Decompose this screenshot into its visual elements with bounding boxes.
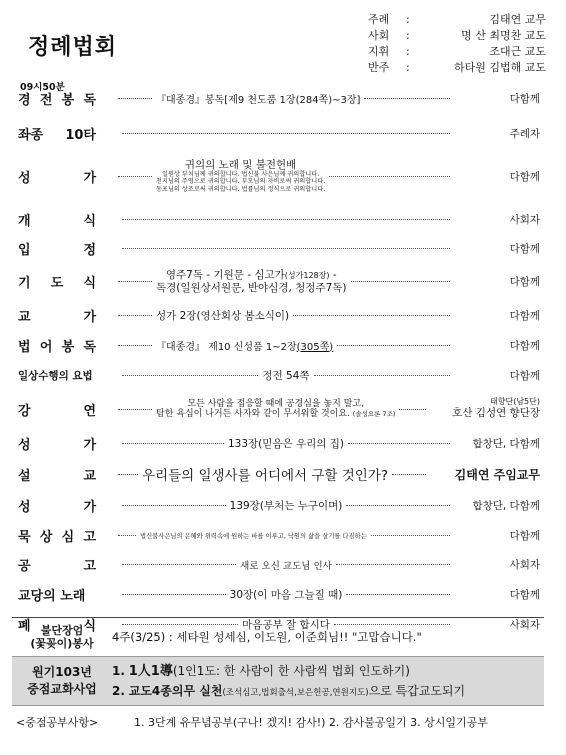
role-title: 주례 [368, 13, 390, 26]
altar-service-label: 불단장엄 (꽃꽂이)봉사 [30, 623, 94, 650]
leader-dots [122, 505, 226, 506]
order-label: 기 도 식 [18, 276, 96, 291]
order-row-stand [18, 234, 540, 263]
order-performer: 합창단, 다함께 [472, 437, 540, 450]
order-label: 성 가 [18, 499, 96, 515]
order-performer: 주례자 [509, 127, 540, 140]
study-points-text: 1. 3단계 유무념공부(구나! 겠지! 감사!) 2. 감사불공일기 3. 상시일기공부 [134, 716, 488, 729]
leader-dots [392, 474, 426, 475]
leader-dots [336, 564, 450, 565]
order-label: 법 어 봉 독 [18, 339, 96, 355]
order-performer: 다함께 [509, 309, 540, 322]
order-row-anthem [18, 300, 540, 330]
role-row-accompanist: 반주 : 하타원 김법해 교도 [368, 61, 546, 74]
order-label: 성 가 [18, 170, 96, 186]
leader-dots [122, 375, 258, 376]
refuge-song [156, 159, 325, 192]
altar-service-text: 4주(3/25) : 세타원 성세심, 이도원, 이준희님!! "고맙습니다." [112, 630, 422, 644]
lecture-content: 모든 사람을 접응할 때에 공경심을 놓지 말고, 탐한 욕심이 나거든 사자와 같이 무서워할 것이요. (솔성요론 7조) [156, 398, 396, 419]
leader-dots [118, 98, 152, 99]
leader-dots [351, 281, 450, 282]
role-title: 사회 [368, 29, 390, 42]
order-row-meditation [18, 520, 540, 550]
role-names: 조대근 교도 [489, 45, 546, 58]
focus-item: 1. 1人1導(1인1도: 한 사람이 한 사람씩 법회 인도하기) [112, 663, 410, 679]
order-content: 성가 2장(영산회상 봄소식이) [156, 309, 290, 322]
order-label: 강 연 [18, 403, 96, 419]
officiant-roles [368, 12, 546, 76]
order-content: 30장(이 마음 그늘질 때) [229, 588, 343, 601]
order-row-song3 [18, 490, 540, 520]
order-row-lecture [18, 390, 540, 428]
leader-dots [399, 409, 426, 410]
order-performer: 다함께 [509, 92, 540, 105]
leader-dots [346, 505, 450, 506]
leader-dots [118, 535, 136, 536]
order-performer: 다함께 [509, 369, 540, 382]
order-label: 09시50분 경 전 봉 독 [18, 89, 96, 108]
leader-dots [346, 594, 450, 595]
order-content: 법신불사은님의 은혜와 위력속에 원하는 바를 이루고, 낙원의 삶을 살기를 다짐하는 [140, 532, 367, 540]
order-content: 139장(부처는 누구이며) [229, 499, 343, 512]
order-row-practice [18, 360, 540, 390]
leader-dots [371, 535, 450, 536]
leader-dots [122, 219, 450, 220]
order-content: 133장(믿음은 우리의 집) [227, 437, 345, 450]
bulletin-footer [12, 617, 544, 738]
order-row-bell [18, 118, 540, 148]
study-points-row [12, 706, 544, 738]
order-label: 설 교 [18, 468, 96, 484]
focus-item: 2. 교도4종의무 실천(조석심고,법회출석,보은헌공,연원지도)으로 특갑교도되기 [112, 683, 466, 698]
order-label: 개 식 [18, 213, 96, 229]
order-performer: 사회자 [509, 618, 540, 631]
role-title: 지휘 [368, 45, 390, 58]
leader-dots [122, 443, 224, 444]
leader-dots [364, 98, 450, 99]
focus-program-label: 원기103년 중점교화사업 [27, 664, 97, 696]
order-label: 입 정 [18, 243, 96, 258]
refuge-heading: 귀의의 노래 및 불전헌배 [184, 159, 297, 172]
leader-dots [122, 564, 236, 565]
study-points-label: <중점공부사항> [16, 716, 99, 729]
role-names: 김태연 교무 [489, 13, 546, 26]
leader-dots [329, 176, 450, 177]
order-label: 공 고 [18, 559, 96, 574]
role-names: 명 산 최명찬 교도 [461, 29, 546, 42]
leader-dots [122, 133, 450, 134]
order-content: 『대종경』봉독[제9 천도품 1장(284쪽)~3장] [156, 94, 361, 106]
refuge-line: 일원상 부처님께 귀의합니다. 법신불 사은님께 귀의합니다. [161, 171, 320, 179]
order-label: 일상수행의 요법 [18, 369, 93, 382]
service-order [18, 78, 540, 639]
prayer-content: 영주7독 - 기원문 - 심고가(성가128장) - 독경(일원상서원문, 반야심경, 청정주7독) [156, 269, 347, 294]
role-title: 반주 [368, 61, 390, 74]
refuge-line: 동포님의 상조로써 귀의합니다. 법률님의 정식으로 귀의합니다. [156, 185, 326, 193]
order-content: 정전 54쪽 [262, 369, 310, 382]
order-performer: 사회자 [509, 213, 540, 226]
order-row-song2 [18, 428, 540, 458]
order-row-prayer [18, 263, 540, 300]
role-row-conductor: 지휘 : 조대근 교도 [368, 45, 546, 58]
order-row-song1 [18, 148, 540, 204]
order-row-reading [18, 78, 540, 118]
order-row-dharma [18, 330, 540, 360]
sermon-title: 우리들의 일생사를 어디에서 구할 것인가? [142, 468, 389, 484]
order-performer: 합창단, 다함께 [472, 499, 540, 512]
order-label: 묵 상 심 고 [18, 529, 96, 545]
order-performer: 다함께 [509, 588, 540, 601]
order-performer: 김태연 주임교무 [454, 467, 540, 482]
order-content: 새로 오신 교도님 인사 [240, 560, 332, 572]
leader-dots [118, 474, 138, 475]
leader-dots [118, 315, 152, 316]
leader-dots [122, 248, 450, 249]
order-performer: 다함께 [509, 339, 540, 352]
role-row-officiant: 주례 : 김태연 교무 [368, 13, 546, 26]
order-performer: 다함께 [509, 276, 540, 288]
leader-dots [314, 375, 450, 376]
order-performer: 다함께 [509, 243, 540, 255]
role-row-host: 사회 : 명 산 최명찬 교도 [368, 29, 546, 42]
order-row-notice [18, 550, 540, 579]
leader-dots [118, 409, 152, 410]
altar-service-row [12, 618, 544, 656]
order-label: 교당의 노래 [18, 588, 86, 604]
order-label: 폐 식 [18, 618, 96, 634]
leader-dots [118, 176, 152, 177]
leader-dots [348, 443, 450, 444]
focus-program-box [12, 656, 544, 706]
order-label: 좌종 10타 [18, 127, 96, 143]
order-content: 『대종경』 제10 신성품 1~2장(305쪽) [156, 341, 334, 353]
order-label: 교 가 [18, 309, 96, 325]
order-content: 마음공부 잘 합시다 [242, 618, 330, 631]
start-time: 09시50분 [20, 81, 65, 93]
leader-dots [337, 345, 450, 346]
order-performer: 태향단(남5단) 호산 김성연 향단장 [452, 397, 540, 420]
order-performer: 다함께 [509, 170, 540, 183]
focus-program-items [112, 662, 544, 701]
order-row-hymn [18, 579, 540, 609]
order-performer: 다함께 [509, 529, 540, 542]
leader-dots [122, 594, 226, 595]
refuge-line: 천지님의 주영으로 귀의합니다. 부모님의 자비로써 귀의합니다. [156, 178, 326, 186]
order-performer: 사회자 [509, 559, 540, 571]
order-row-opening [18, 204, 540, 234]
leader-dots [118, 281, 152, 282]
leader-dots [118, 345, 152, 346]
order-label: 성 가 [18, 437, 96, 453]
page-title: 정례법회 [28, 35, 118, 60]
leader-dots [293, 315, 450, 316]
role-names: 하타원 김법해 교도 [453, 61, 546, 74]
order-row-sermon [18, 458, 540, 490]
